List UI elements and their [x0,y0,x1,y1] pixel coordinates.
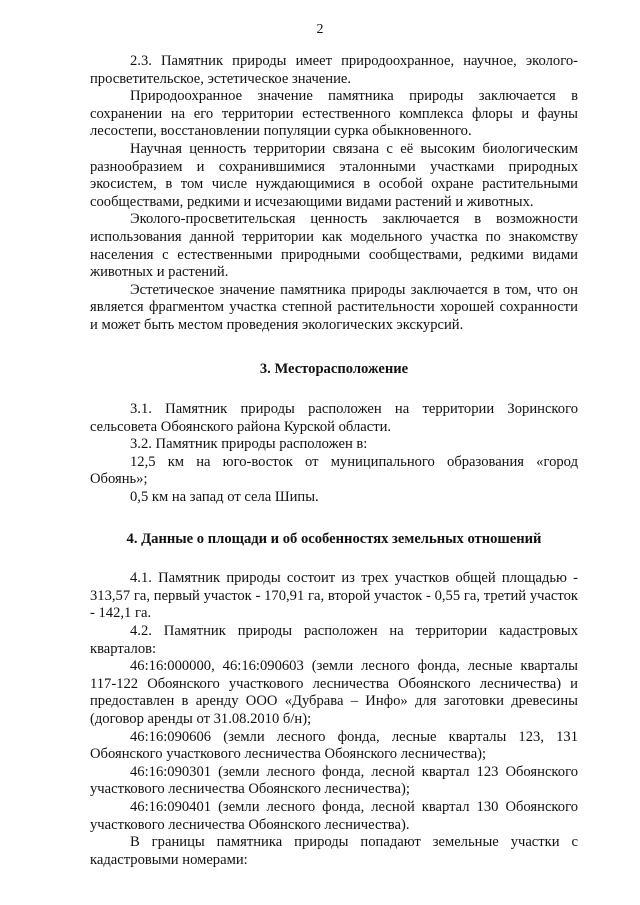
paragraph-land-plots: В границы памятника природы попадают земельные участки с кадастровыми номерами: [90,834,578,868]
paragraph-4-2: 4.2. Памятник природы расположен на территории кадастровых кварталов: [90,623,578,657]
page-number: 2 [316,22,324,37]
section-3-heading: 3. Месторасположение [259,360,409,377]
paragraph-distance-shipy: 0,5 км на запад от села Шипы. [130,489,319,506]
paragraph-cadastral-090606: 46:16:090606 (земли лесного фонда, лесные кварталы 123, 131 Обоянского участкового лесничества Обоянского лесничества); [90,728,578,763]
section-4-heading: 4. Данные о площади и об особенностях земельных отношений [126,530,542,547]
paragraph-3-1: 3.1. Памятник природы расположен на территории Зоринского сельсовета Обоянского района Курской области. [90,401,578,435]
paragraph-4-1: 4.1. Памятник природы состоит из трех участков общей площадью - 313,57 га, первый участок - 170,91 га, второй участок - 0,55 га, третий участок - 142,1 га. [90,570,578,622]
paragraph-cadastral-090401: 46:16:090401 (земли лесного фонда, лесной квартал 130 Обоянского участкового лесничества Обоянского лесничества). [90,798,578,833]
paragraph-aesthetic-value: Эстетическое значение памятника природы заключается в том, что он является фрагментом участка степной растительности хорошей сохранности и может быть местом проведения экологических экскурсий. [90,281,578,333]
paragraph-cadastral-090301: 46:16:090301 (земли лесного фонда, лесной квартал 123 Обоянского участкового лесничества Обоянского лесничества); [90,763,578,798]
document-body [90,53,578,869]
paragraph-educational-value: Эколого-просветительская ценность заключается в возможности использования данной территории как модельного участка по знакомству населения с естественными природными сообществами, редкими видами животных и растений. [90,211,578,281]
paragraph-distance-oboyan: 12,5 км на юго-восток от муниципального образования «город Обоянь»; [90,453,578,488]
paragraph-conservation-value: Природоохранное значение памятника природы заключается в сохранении на его территории естественного комплекса флоры и фауны лесостепи, восстановлении популяции сурка обыкновенного. [90,88,578,140]
paragraph-cadastral-090603: 46:16:000000, 46:16:090603 (земли лесного фонда, лесные кварталы 117-122 Обоянского участкового лесничества Обоянского лесничества) и предоставлен в аренду ООО «Дубрава – Инфо» для заготовки древесины (договор аренды от 31.08.2010 б/н); [90,658,578,727]
paragraph-scientific-value: Научная ценность территории связана с её высоким биологическим разнообразием и сохранившимися эталонными участками природных экосистем, в том числе нуждающимися в особой охране растительными сообществами, редкими и исчезающими видами растений и животных. [90,140,578,210]
paragraph-2-3: 2.3. Памятник природы имеет природоохранное, научное, эколого-просветительское, эстетическое значение. [90,53,578,87]
paragraph-3-2: 3.2. Памятник природы расположен в: [130,436,368,453]
